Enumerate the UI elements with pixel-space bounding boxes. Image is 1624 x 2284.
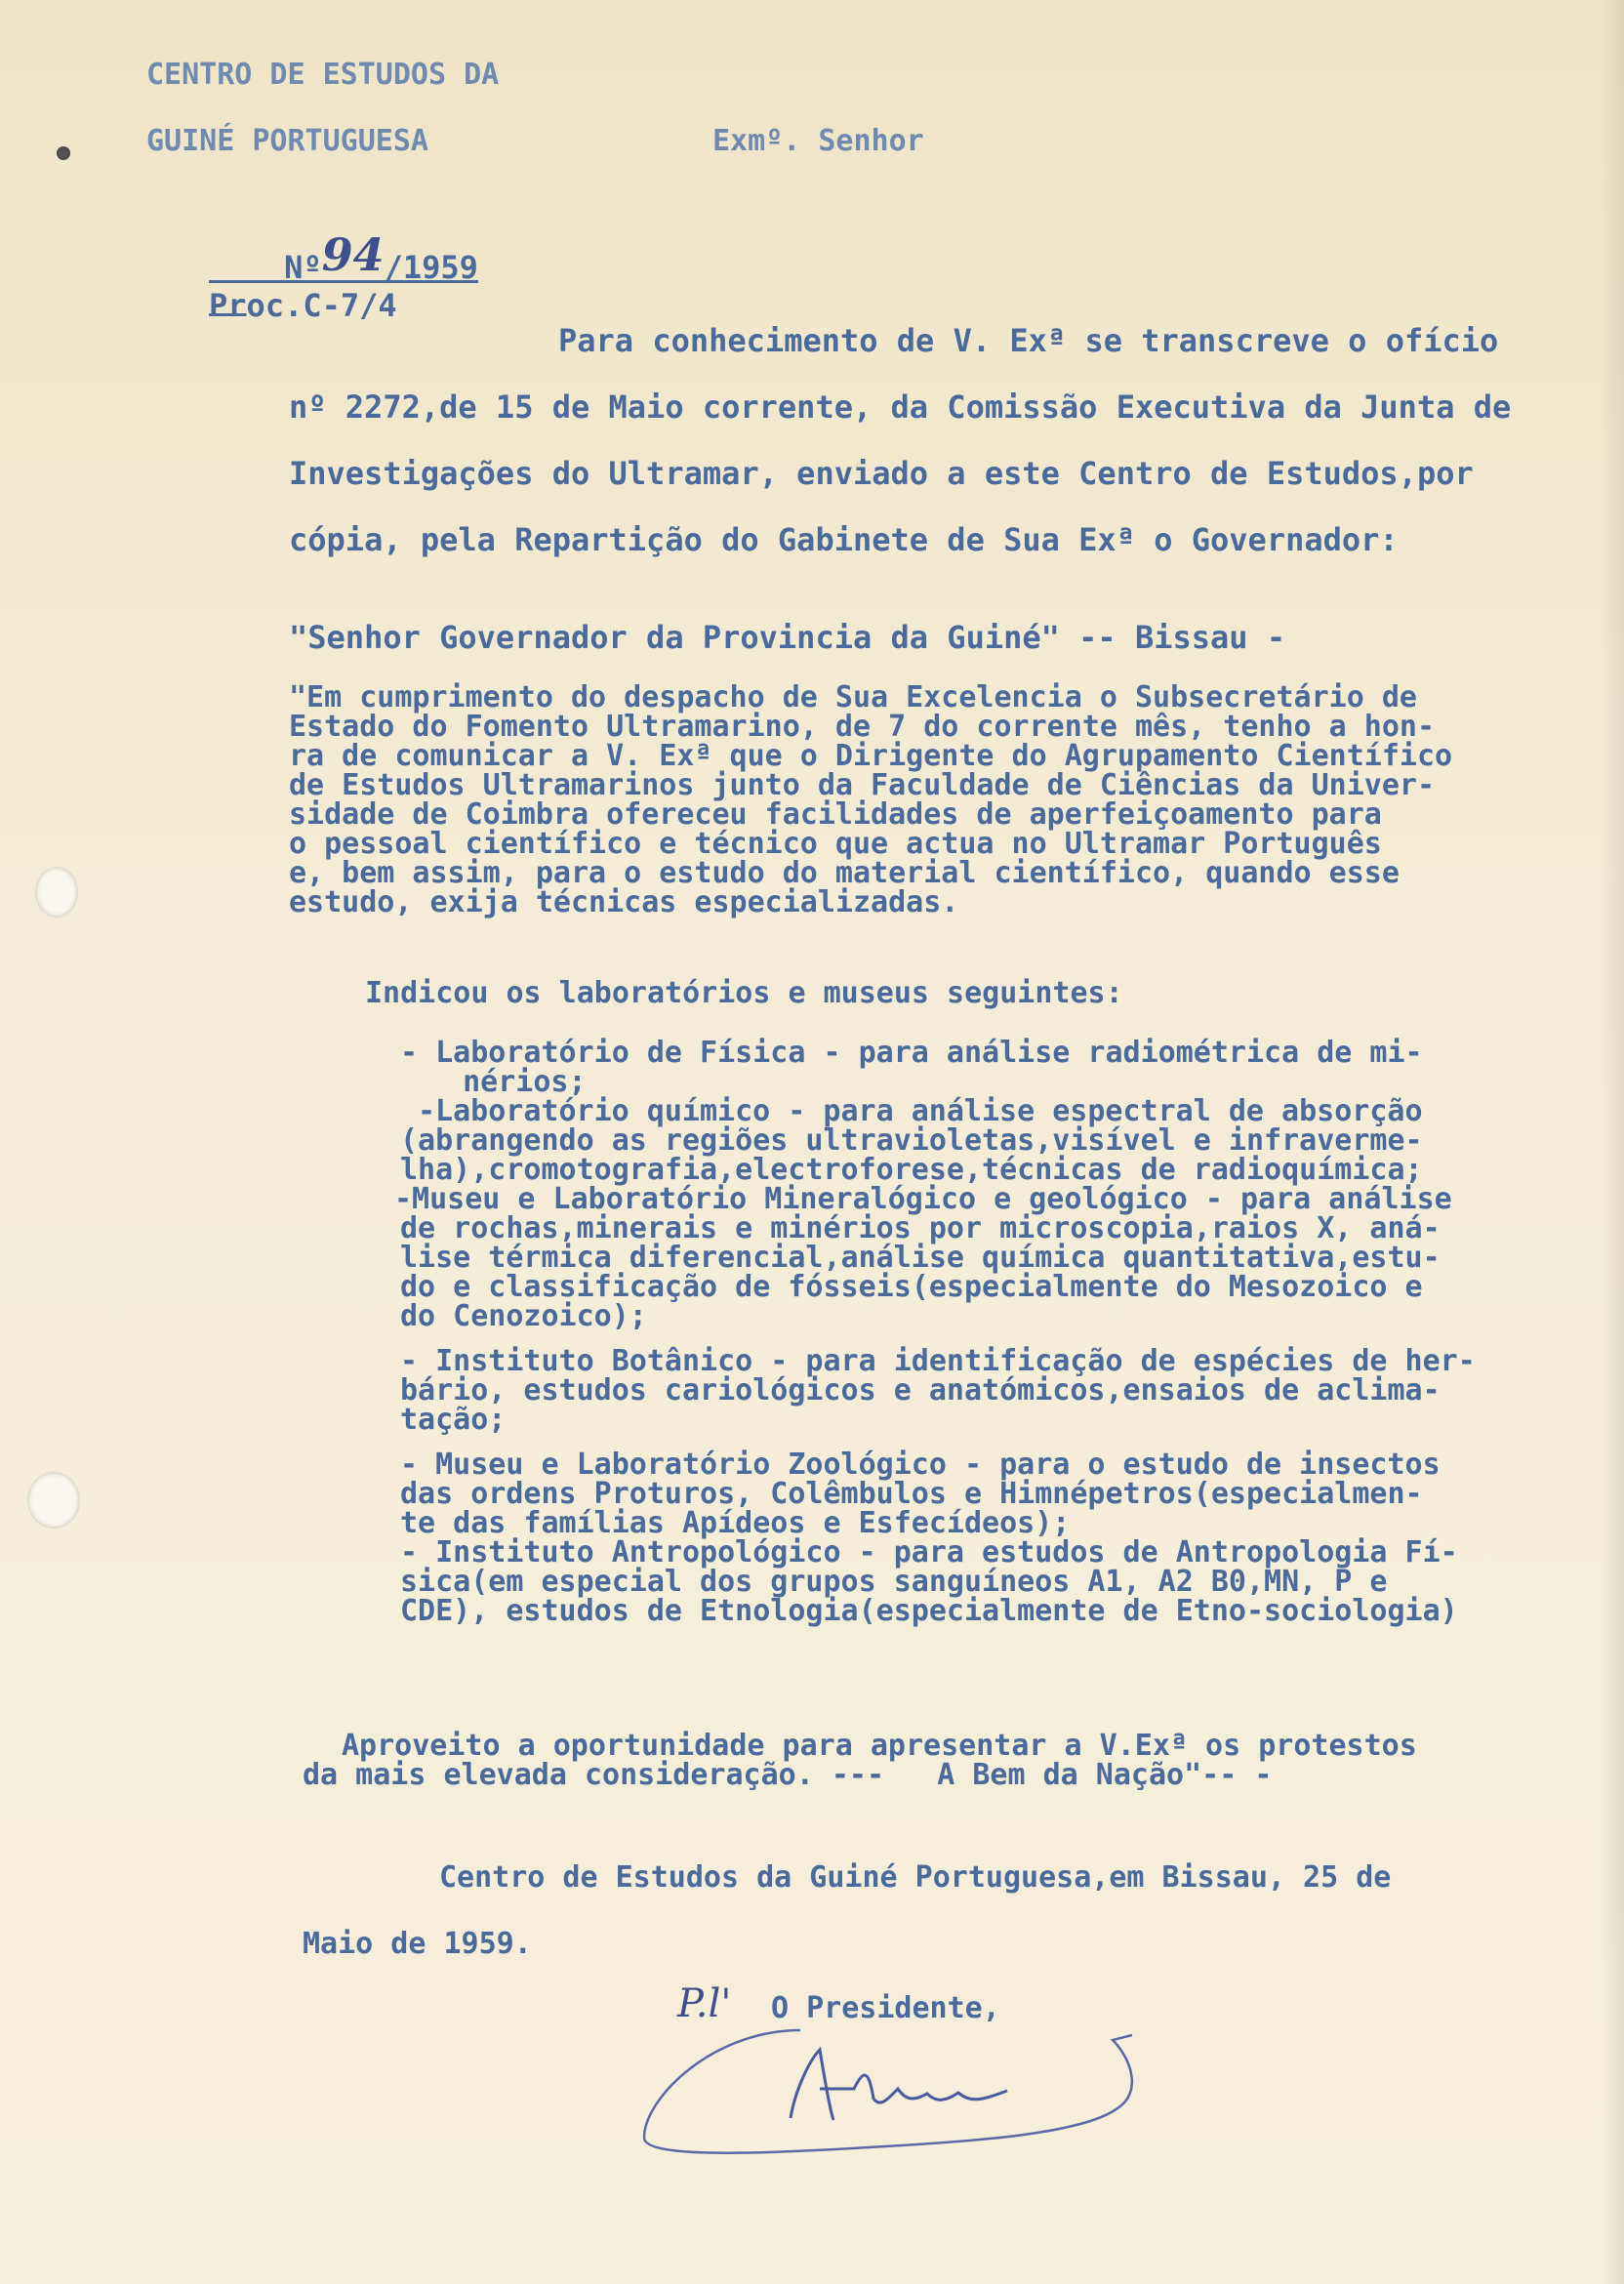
pp-handwritten: P.l' <box>677 1981 732 2026</box>
list-item-line: do Cenozoico); <box>400 1299 647 1333</box>
list-item-line: -Museu e Laboratório Mineralógico e geológico - para análise <box>394 1182 1452 1216</box>
quote-line: "Em cumprimento do despacho de Sua Excelencia o Subsecretário de <box>289 680 1417 714</box>
list-item-line: sica(em especial dos grupos sanguíneos A1, A2 B0,MN, P e <box>400 1565 1388 1599</box>
signature-mark <box>625 2011 1152 2167</box>
list-item-line: - Museu e Laboratório Zoológico - para o estudo de insectos <box>400 1448 1441 1482</box>
list-item-line: te das famílias Apídeos e Esfecídeos); <box>400 1506 1071 1540</box>
list-item-line: lise térmica diferencial,análise química quantitativa,estu- <box>400 1241 1441 1275</box>
list-item-line: - Instituto Antropológico - para estudos de Antropologia Fí- <box>400 1535 1458 1570</box>
list-item-line: tação; <box>400 1403 507 1437</box>
list-item-line: - Instituto Botânico - para identificação de espécies de her- <box>400 1344 1476 1378</box>
list-item-line: nérios; <box>427 1065 587 1099</box>
quote-line: ra de comunicar a V. Exª que o Dirigente do Agrupamento Científico <box>289 739 1453 773</box>
punch-hole <box>57 146 70 160</box>
list-item-line: (abrangendo as regiões ultravioletas,visível e infraverme- <box>400 1123 1423 1158</box>
intro-line: cópia, pela Repartição do Gabinete de Sua Exª o Governador: <box>289 521 1399 558</box>
ref-prefix: Nº <box>284 249 322 286</box>
lab-list <box>394 1036 1476 1628</box>
list-item-line: - Laboratório de Física - para análise radiométrica de mi- <box>400 1036 1423 1070</box>
process-number: Proc.C-7/4 <box>209 287 397 324</box>
list-item-line: lha),cromotografia,electroforese,técnicas de radioquímica; <box>400 1153 1423 1187</box>
quoted-paragraph <box>289 680 1453 919</box>
quote-line: Estado do Fomento Ultramarino, de 7 do corrente mês, tenho a hon- <box>289 710 1435 744</box>
list-item-line: de rochas,minerais e minérios por microscopia,raios X, aná- <box>400 1211 1441 1245</box>
list-item-line: do e classificação de fósseis(especialmente do Mesozoico e <box>400 1270 1423 1304</box>
list-intro: Indicou os laboratórios e museus seguintes: <box>365 976 1123 1010</box>
intro-line: Investigações do Ultramar, enviado a este Centro de Estudos,por <box>289 455 1474 492</box>
list-item-line: bário, estudos cariológicos e anatómicos,ensaios de aclima- <box>400 1373 1441 1407</box>
list-item-line: CDE), estudos de Etnologia(especialmente de Etno-sociologia) <box>400 1594 1458 1628</box>
quote-line: sidade de Coimbra ofereceu facilidades de aperfeiçoamento para <box>289 797 1382 832</box>
place-date-line: Centro de Estudos da Guiné Portuguesa,em Bissau, 25 de <box>439 1860 1392 1895</box>
intro-line: Para conhecimento de V. Exª se transcreve o ofício <box>558 322 1499 359</box>
signatory-title: O Presidente, <box>771 1991 1000 2025</box>
quote-line: de Estudos Ultramarinos junto da Faculdade de Ciências da Univer- <box>289 768 1435 802</box>
punch-hole <box>27 1472 80 1529</box>
closing-line: Aproveito a oportunidade para apresentar a V.Exª os protestos <box>342 1729 1417 1763</box>
closing-line: da mais elevada consideração. --- A Bem da Nação"-- - <box>303 1758 1273 1792</box>
list-item-line: das ordens Proturos, Colêmbulos e Himnépetros(especialmen- <box>400 1477 1423 1511</box>
intro-line: nº 2272,de 15 de Maio corrente, da Comissão Executiva da Junta de <box>289 388 1512 426</box>
place-date-line: Maio de 1959. <box>303 1927 532 1961</box>
org-name-line2: GUINÉ PORTUGUESA <box>146 124 428 158</box>
page-edge-shadow <box>1601 0 1624 2284</box>
ref-number-handwritten: 94 <box>321 228 385 281</box>
punch-hole <box>35 867 78 918</box>
addressee-line: "Senhor Governador da Provincia da Guiné" -- Bissau - <box>289 619 1286 656</box>
org-name-line1: CENTRO DE ESTUDOS DA <box>146 58 500 92</box>
list-item-line: -Laboratório químico - para análise espectral de absorção <box>418 1094 1423 1128</box>
quote-line: o pessoal científico e técnico que actua no Ultramar Português <box>289 827 1382 861</box>
closing-paragraph <box>303 1729 1417 1792</box>
signature-text: A.Teixeira <box>625 2011 631 2012</box>
salutation: Exmº. Senhor <box>712 124 924 158</box>
quote-line: estudo, exija técnicas especializadas. <box>289 885 959 919</box>
quote-line: e, bem assim, para o estudo do material científico, quando esse <box>289 856 1400 890</box>
ref-year: /1959 <box>384 249 478 286</box>
